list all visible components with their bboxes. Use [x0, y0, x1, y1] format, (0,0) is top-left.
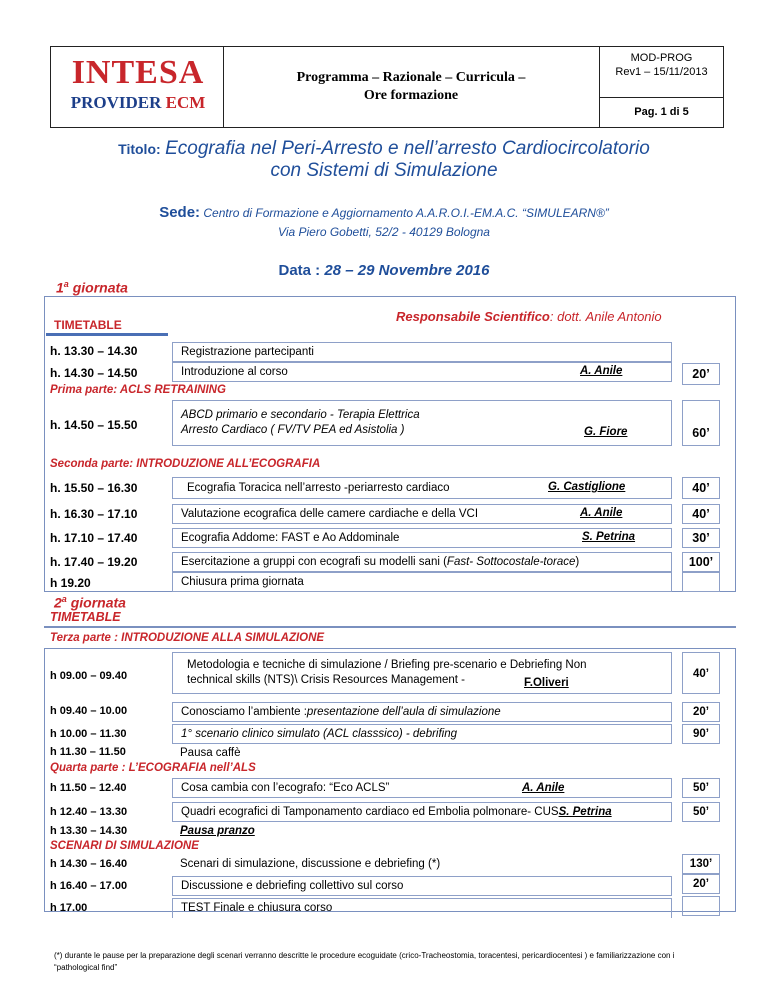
time-slot: h. 17.40 – 19.20 — [50, 555, 138, 569]
activity: Ecografia Toracica nell’arresto -periarresto cardiaco — [172, 477, 672, 499]
time-slot: h 10.00 – 11.30 — [50, 728, 127, 740]
timetable-label: TIMETABLE — [54, 318, 122, 332]
duration — [682, 572, 720, 592]
course-date: Data : 28 – 29 Novembre 2016 — [278, 262, 490, 279]
timetable-underline — [46, 333, 168, 336]
time-slot: h. 14.50 – 15.50 — [50, 418, 138, 432]
speaker: F.Oliveri — [524, 677, 569, 689]
speaker: A. Anile — [580, 365, 623, 377]
activity: Discussione e debriefing collettivo sul corso — [172, 876, 672, 896]
activity: Esercitazione a gruppi con ecografi su modelli sani ( Fast- Sottocostale-torace ) — [172, 552, 672, 572]
logo-cell — [51, 47, 224, 127]
activity: Pausa caffè — [180, 746, 241, 759]
divider — [44, 626, 736, 628]
section-heading: Prima parte: ACLS RETRAINING — [50, 384, 226, 396]
activity: Scenari di simulazione, discussione e debriefing (*) — [180, 857, 441, 870]
duration: 30’ — [682, 528, 720, 548]
section-heading: Terza parte : INTRODUZIONE ALLA SIMULAZIONE — [50, 632, 325, 644]
document-meta — [600, 47, 723, 127]
time-slot: h. 17.10 – 17.40 — [50, 531, 138, 545]
duration: 130’ — [682, 854, 720, 874]
duration: 60’ — [682, 400, 720, 446]
document-header — [50, 46, 724, 128]
duration: 40’ — [682, 504, 720, 524]
time-slot: h 16.40 – 17.00 — [50, 880, 128, 892]
duration: 40’ — [682, 652, 720, 694]
duration: 40’ — [682, 477, 720, 499]
course-title: Titolo: Ecografia nel Peri-Arresto e nell’arresto Cardiocircolatorio con Sistemi di Simulazione — [118, 138, 650, 181]
activity: Ecografia Addome: FAST e Ao Addominale — [172, 528, 672, 548]
scientific-lead: Responsabile Scientifico: dott. Anile Antonio — [396, 309, 662, 324]
activity: Valutazione ecografica delle camere cardiache e della VCI — [172, 504, 672, 524]
section-heading: Quarta parte : L’ECOGRAFIA nell’ALS — [50, 762, 256, 774]
time-slot: h 12.40 – 13.30 — [50, 806, 128, 818]
activity: Metodologia e tecniche di simulazione / Briefing pre-scenario e Debriefing Non technical skills (NTS)\ Crisis Resources Management - — [172, 652, 672, 694]
speaker: S. Petrina — [582, 531, 636, 543]
timetable-label: TIMETABLE — [50, 610, 121, 624]
duration: 100’ — [682, 552, 720, 572]
logo-intesa: INTESA — [71, 54, 205, 91]
time-slot: h. 13.30 – 14.30 — [50, 344, 138, 358]
duration — [682, 896, 720, 916]
document-type-title: Programma – Razionale – Curricula – Ore formazione — [223, 47, 600, 127]
time-slot: h 09.00 – 09.40 — [50, 670, 128, 682]
day2-heading: 2$^a$ giornata — [54, 594, 126, 611]
time-slot: h 17.00 — [50, 902, 88, 914]
activity: Introduzione al corso — [172, 362, 672, 382]
duration: 20’ — [682, 363, 720, 385]
time-slot: h 11.30 – 11.50 — [50, 746, 126, 758]
time-slot: h 11.50 – 12.40 — [50, 782, 127, 794]
duration: 50’ — [682, 802, 720, 822]
day1-heading: 1$^a$ giornata — [56, 279, 128, 296]
time-slot: h. 16.30 – 17.10 — [50, 507, 138, 521]
activity: Cosa cambia con l’ecografo: “Eco ACLS” — [172, 778, 672, 798]
logo-provider-ecm: PROVIDER ECM — [70, 93, 206, 112]
activity: 1° scenario clinico simulato (ACL classsico) - debrifing — [172, 724, 672, 744]
activity: Chiusura prima giornata — [172, 572, 672, 592]
time-slot: h 09.40 – 10.00 — [50, 705, 128, 717]
duration: 90’ — [682, 724, 720, 744]
time-slot: h 14.30 – 16.40 — [50, 858, 128, 870]
speaker: A. Anile — [580, 507, 623, 519]
time-slot: h 13.30 – 14.30 — [50, 825, 128, 837]
activity: Pausa pranzo — [180, 824, 255, 837]
activity: Quadri ecografici di Tamponamento cardiaco ed Embolia polmonare- CUS S. Petrina — [172, 802, 672, 822]
duration: 50’ — [682, 778, 720, 798]
venue: Sede: Centro di Formazione e Aggiornamento A.A.R.O.I.-EM.A.C. “SIMULEARN®” Via Piero Gobetti, 52/2 - 40129 Bologna — [159, 204, 609, 239]
time-slot: h. 15.50 – 16.30 — [50, 481, 138, 495]
duration: 20’ — [682, 702, 720, 722]
section-heading: SCENARI DI SIMULAZIONE — [50, 840, 199, 852]
activity: Registrazione partecipanti — [172, 342, 672, 362]
speaker: G. Fiore — [584, 426, 628, 438]
duration: 20’ — [682, 874, 720, 894]
activity: Conosciamo l’ambiente : presentazione dell’aula di simulazione — [172, 702, 672, 722]
activity: TEST Finale e chiusura corso — [172, 898, 672, 918]
time-slot: h. 14.30 – 14.50 — [50, 366, 138, 380]
revision: Rev1 – 15/11/2013 — [615, 66, 708, 78]
footnote: (*) durante le pause per la preparazione degli scenari verranno descritte le procedure ecoguidate (crico-Tracheostomia, toracentesi, pericardiocentesi ) e familiarizzazione con i “pathological find” — [54, 951, 675, 972]
time-slot: h 19.20 — [50, 576, 91, 590]
activity: ABCD primario e secondario - Terapia Elettrica Arresto Cardiaco ( FV/TV PEA ed Asistolia ) — [172, 400, 672, 446]
section-heading: Seconda parte: INTRODUZIONE ALL’ECOGRAFIA — [50, 458, 321, 470]
mod-code: MOD-PROG — [630, 52, 693, 64]
speaker: G. Castiglione — [548, 481, 626, 493]
speaker: A. Anile — [522, 782, 565, 794]
page-number: Pag. 1 di 5 — [600, 97, 723, 118]
